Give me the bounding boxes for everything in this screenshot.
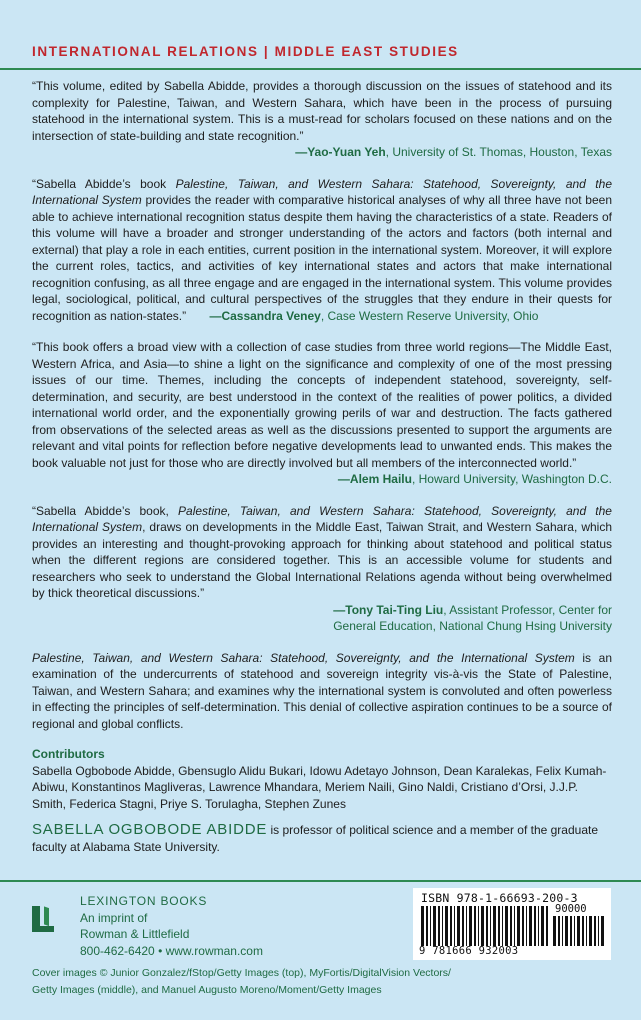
review-attribution <box>32 602 612 635</box>
review-attribution <box>32 144 612 161</box>
top-divider <box>0 68 641 70</box>
imprint-line: An imprint of <box>80 910 148 925</box>
review-text: “Sabella Abidde’s book Palestine, Taiwan, and Western Sahara: Statehood, Sovereignty, and the International System provides the reader with comparative historical analyses of why all three have not been able to achieve international recognition status despite them having the characteristics of a state. Readers of this volume will have a broader and stronger understanding of the actors and factors (both internal and external) that play a role in each entities, current position in the international system. Moreover, it will explore the current roles, tactics, and activities of key international states and actors that make international recognition confusing, as all three engage and are engaged in the international system. This volume provides legal, sociological, political, and cultural perspectives of the struggles that they endure in their quests for recognition as nation-states.” —Cassandra Veney, Case Western Reserve University, Ohio <box>32 176 613 323</box>
barcode-bar <box>526 906 527 946</box>
barcode-bar <box>541 906 544 946</box>
book-title: Palestine, Taiwan, and Western Sahara: Statehood, Sovereignty, and the International System <box>32 503 612 534</box>
barcode-bar <box>493 906 496 946</box>
barcode-bar <box>594 916 596 946</box>
reviewer-affiliation: , Howard University, Washington D.C. <box>411 472 612 486</box>
ean-barcode-bars <box>421 906 549 946</box>
barcode-bar <box>522 906 524 946</box>
back-cover-text <box>32 78 612 855</box>
barcode-bar <box>538 906 539 946</box>
contributors-list: Sabella Ogbobode Abidde, Gbensuglo Alidu Bukari, Idowu Adetayo Johnson, Dean Karalekas, Felix Kumah-Abiwu, Konstantinos Magliveras, Lawrence Mhandara, Meriem Naili, Gino Naldi, Cristiano d’Orsi, J.J.P. Smith, Federica Stagni, Priye S. Torulagha, Stephen Zunes <box>32 763 607 811</box>
barcode-bar <box>450 906 452 946</box>
review-attribution <box>32 471 612 488</box>
barcode-bar <box>577 916 580 946</box>
book-title: Palestine, Taiwan, and Western Sahara: Statehood, Sovereignty, and the International System <box>32 176 612 207</box>
review-attribution <box>209 309 538 323</box>
cover-image-credits <box>32 965 622 999</box>
reviewer-affiliation: , University of St. Thomas, Houston, Texas <box>385 145 612 159</box>
book-description: Palestine, Taiwan, and Western Sahara: Statehood, Sovereignty, and the International System is an examination of the undercurrents of statehood and sovereign integrity vis-à-vis the State of Palestine, Taiwan, and Western Sahara; and examines why the international system is convoluted and often powerless in effecting the principles of self-determination. This denial of collective aspiration continues to be a source of regional and global conflicts. <box>32 650 612 731</box>
barcode-bar <box>514 906 515 946</box>
barcode-bar <box>529 906 532 946</box>
author-bio-text: is professor of political science and a member of the graduate faculty at Alabama State University. <box>32 823 598 854</box>
review-text: “This book offers a broad view with a collection of case studies from three world regions—The Middle East, Western Africa, and Asia—to shine a light on the significance and complexity of one of the most pressing issues of our time. Themes, including the concepts of independent statehood, sovereignty, self-determination, and security, are best understood in the context of the realities of power politics, a divided international world order, and the exponentially growing perils of war and destruction. The facts gathered from observations of the selected areas as well as the discussions presented to support the arguments are relevant and vital points for reflection before negative developments lead to unwanted ends. This makes the book valuable not just for those who are directly involved but all members of the interconnected world.” <box>32 340 612 470</box>
reviewer-affiliation: General Education, National Chung Hsing University <box>333 619 612 633</box>
barcode-bar <box>601 916 604 946</box>
reviewer-name: —Tony Tai-Ting Liu <box>333 602 444 617</box>
barcode-bar <box>478 906 479 946</box>
barcode-bar <box>558 916 560 946</box>
barcode-bar <box>433 906 436 946</box>
ean-digits: 9 781666 932003 <box>419 945 519 957</box>
barcode-bar <box>505 906 508 946</box>
barcode-bar <box>457 906 460 946</box>
barcode-bar <box>421 906 424 946</box>
barcode-bar <box>490 906 491 946</box>
addon-barcode-bars <box>553 916 605 946</box>
reviewer-name: —Alem Hailu <box>337 472 412 486</box>
barcode-bar <box>486 906 488 946</box>
barcode-bar <box>481 906 484 946</box>
barcode-bar <box>589 916 592 946</box>
review-quote <box>32 339 612 488</box>
barcode-bar <box>430 906 431 946</box>
publisher-name: LEXINGTON BOOKS <box>80 894 208 908</box>
series-header: INTERNATIONAL RELATIONS | MIDDLE EAST STUDIES <box>32 44 459 59</box>
review-text: “Sabella Abidde’s book, Palestine, Taiwan, and Western Sahara: Statehood, Sovereignty, and the International System, draws on developments in the Middle East, Taiwan Strait, and Western Sahara, which provides an interesting and thought-provoking approach for thinking about statehood and political status when the different regions are considered together. This is an accessible volume for students and researchers who seek to understand the Global International Relations agenda without being overwhelmed by thick theoretical discussions.” <box>32 503 613 600</box>
barcode-bar <box>474 906 476 946</box>
review-quote <box>32 78 612 161</box>
credits-line: Getty Images (middle), and Manuel Augusto Moreno/Moment/Getty Images <box>32 984 382 996</box>
isbn-barcode <box>413 888 611 960</box>
lexington-books-logo-icon <box>32 902 58 936</box>
reviewer-affiliation: , Case Western Reserve University, Ohio <box>320 308 539 323</box>
barcode-bar <box>469 906 472 946</box>
barcode-bar <box>553 916 556 946</box>
isbn-number: ISBN 978-1-66693-200-3 <box>421 891 578 905</box>
review-text: “This volume, edited by Sabella Abidde, provides a thorough discussion on the issues of statehood and its complexity for Palestine, Taiwan, and Western Sahara, which have been in the process of pursuing statehood in the international system. This is a must-read for scholars focused on these nations and on the intersection of state-building and state recognition.” <box>32 79 612 143</box>
reviewer-name: —Cassandra Veney <box>209 308 321 323</box>
review-quote <box>32 176 612 325</box>
barcode-bar <box>454 906 455 946</box>
publisher-contact: 800-462-6420 • www.rowman.com <box>80 943 263 958</box>
barcode-bar <box>534 906 536 946</box>
publisher-info <box>80 893 263 959</box>
barcode-bar <box>438 906 440 946</box>
bottom-divider <box>0 880 641 882</box>
barcode-bar <box>498 906 500 946</box>
book-title: Palestine, Taiwan, and Western Sahara: Statehood, Sovereignty, and the International System <box>32 650 575 665</box>
barcode-bar <box>598 916 599 946</box>
review-quote <box>32 503 612 635</box>
barcode-bar <box>426 906 428 946</box>
barcode-bar <box>586 916 587 946</box>
barcode-bar <box>462 906 464 946</box>
reviewer-affiliation: , Assistant Professor, Center for <box>443 602 612 617</box>
barcode-bar <box>546 906 548 946</box>
credits-line: Cover images © Junior Gonzalez/fStop/Getty Images (top), MyFortis/DigitalVision Vectors/ <box>32 967 451 979</box>
barcode-bar <box>502 906 503 946</box>
barcode-bar <box>574 916 575 946</box>
barcode-bar <box>562 916 563 946</box>
barcode-bar <box>570 916 572 946</box>
contributors-heading: Contributors <box>32 747 105 761</box>
author-bio <box>32 822 612 855</box>
price-addon-digits: 90000 <box>555 903 587 915</box>
barcode-bar <box>442 906 443 946</box>
barcode-bar <box>466 906 467 946</box>
author-name: SABELLA OGBOBODE ABIDDE <box>32 821 268 838</box>
imprint-line: Rowman & Littlefield <box>80 927 190 941</box>
barcode-bar <box>510 906 512 946</box>
barcode-bar <box>565 916 568 946</box>
barcode-bar <box>445 906 448 946</box>
reviewer-name: —Yao-Yuan Yeh <box>295 145 386 159</box>
barcode-bar <box>517 906 520 946</box>
barcode-bar <box>582 916 584 946</box>
